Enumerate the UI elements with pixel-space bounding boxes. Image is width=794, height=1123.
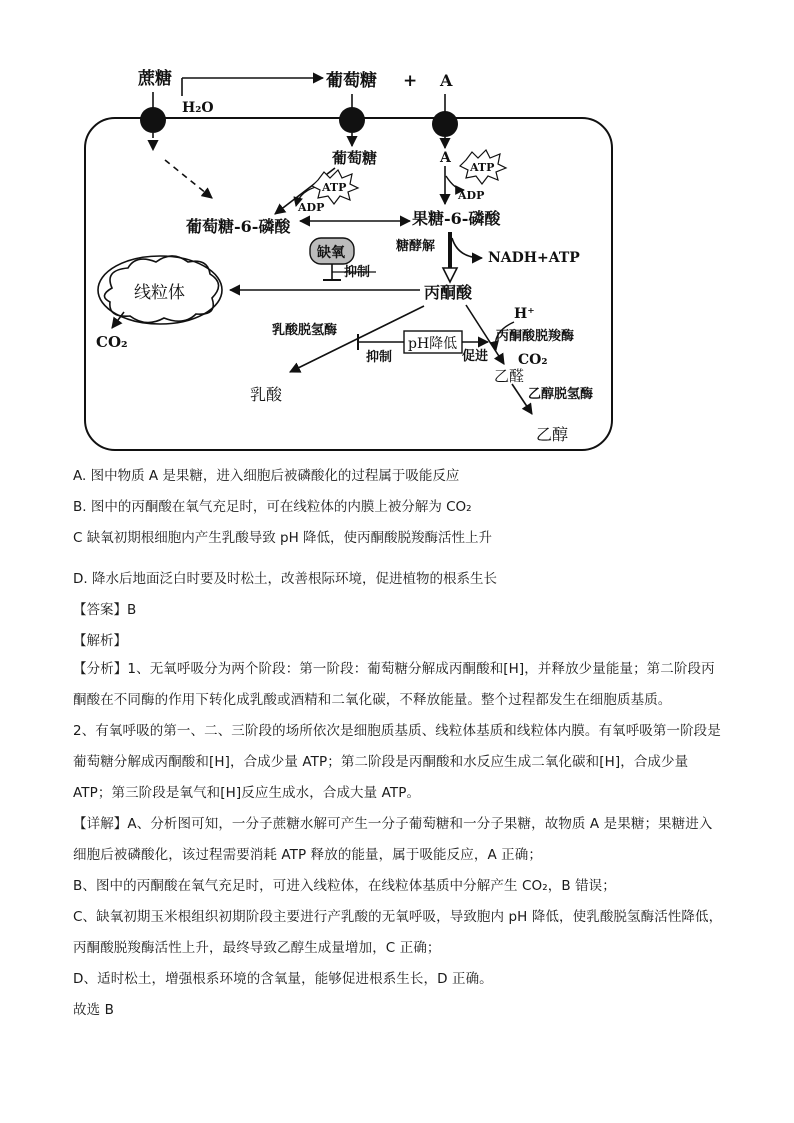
- sucrose-label: 蔗糖: [138, 69, 172, 89]
- adh-label: 乙醇脱氢酶: [528, 387, 594, 402]
- mitochondria-label: 线粒体: [134, 283, 185, 303]
- acetaldehyde-label: 乙醛: [494, 367, 525, 385]
- hplus-label: H⁺: [514, 306, 535, 322]
- g6p-label: 葡萄糖-6-磷酸: [186, 217, 291, 236]
- hypoxia-label: 缺氧: [317, 245, 345, 261]
- paragraph-conclusion: 故选 B: [73, 1002, 114, 1018]
- option-d: D. 降水后地面泛白时要及时松土，改善根际环境，促进植物的根系生长: [73, 571, 497, 587]
- atp-label-2: ATP: [470, 161, 495, 174]
- option-c: C 缺氧初期根细胞内产生乳酸导致 pH 降低，使丙酮酸脱羧酶活性上升: [73, 530, 493, 546]
- a-in-label: A: [440, 150, 451, 166]
- adp-label-2: ADP: [458, 189, 485, 202]
- ethanol-label: 乙醇: [536, 425, 569, 444]
- glucose-in-label: 葡萄糖: [332, 149, 378, 167]
- analysis-title: 【解析】: [73, 633, 127, 649]
- nadh-atp-label: NADH+ATP: [488, 250, 580, 266]
- pyruvate-label: 丙酮酸: [424, 283, 473, 302]
- plus-label: +: [403, 71, 418, 91]
- inhibit-label-1: 抑制: [344, 265, 371, 280]
- paragraph-detail-d: D、适时松土，增强根系环境的含氧量，能够促进根系生长，D 正确。: [73, 971, 493, 987]
- pdc-label: 丙酮酸脱羧酶: [496, 329, 575, 344]
- transporter-glucose: [339, 107, 365, 133]
- co2-right-label: CO₂: [518, 352, 548, 368]
- option-a: A. 图中物质 A 是果糖，进入细胞后被磷酸化的过程属于吸能反应: [73, 468, 460, 484]
- f6p-label: 果糖-6-磷酸: [412, 209, 501, 228]
- atp-label-1: ATP: [322, 181, 347, 194]
- co2-left-label: CO₂: [96, 333, 128, 351]
- lactate-label: 乳酸: [250, 385, 283, 404]
- glycolysis-label: 糖酵解: [396, 239, 436, 254]
- promote-label: 促进: [462, 349, 489, 364]
- a-out-label: A: [440, 71, 453, 90]
- answer: 【答案】B: [73, 602, 137, 618]
- paragraph-detail-b: B、图中的丙酮酸在氧气充足时，可进入线粒体，在线粒体基质中分解产生 CO₂，B 错误；: [73, 878, 616, 894]
- transporter-sucrose: [140, 107, 166, 133]
- inhibit-label-2: 抑制: [366, 350, 393, 365]
- option-b: B. 图中的丙酮酸在氧气充足时，可在线粒体的内膜上被分解为 CO₂: [73, 499, 472, 515]
- ldh-label: 乳酸脱氢酶: [272, 323, 338, 338]
- respiration-diagram: [0, 0, 794, 460]
- adp-label-1: ADP: [298, 201, 325, 214]
- water-label: H₂O: [182, 100, 214, 116]
- paragraph-detail-a: 【详解】A、分析图可知，一分子蔗糖水解可产生一分子葡萄糖和一分子果糖，故物质 A 是果糖；果糖进入细胞后被磷酸化，该过程需要消耗 ATP 释放的能量，属于吸能反应，A 正确；: [73, 816, 713, 863]
- paragraph-analysis-2: 2、有氧呼吸的第一、二、三阶段的场所依次是细胞质基质、线粒体基质和线粒体内膜。有氧呼吸第一阶段是葡萄糖分解成丙酮酸和[H]，合成少量 ATP；第二阶段是丙酮酸和水反应生成二氧化碳和[H]，合成少量 ATP；第三阶段是氧气和[H]反应生成水，合成大量 ATP。: [73, 723, 721, 801]
- ph-drop-label: pH降低: [408, 336, 458, 352]
- glucose-out-label: 葡萄糖: [326, 71, 377, 91]
- paragraph-detail-c: C、缺氧初期玉米根组织初期阶段主要进行产乳酸的无氧呼吸，导致胞内 pH 降低，使乳酸脱氢酶活性降低，丙酮酸脱羧酶活性上升，最终导致乙醇生成量增加，C 正确；: [73, 909, 723, 956]
- paragraph-analysis-1: 【分析】1、无氧呼吸分为两个阶段：第一阶段：葡萄糖分解成丙酮酸和[H]，并释放少量能量；第二阶段丙酮酸在不同酶的作用下转化成乳酸或酒精和二氧化碳，不释放能量。整个过程都发生在细胞质基质。: [73, 661, 715, 708]
- transporter-a: [432, 111, 458, 137]
